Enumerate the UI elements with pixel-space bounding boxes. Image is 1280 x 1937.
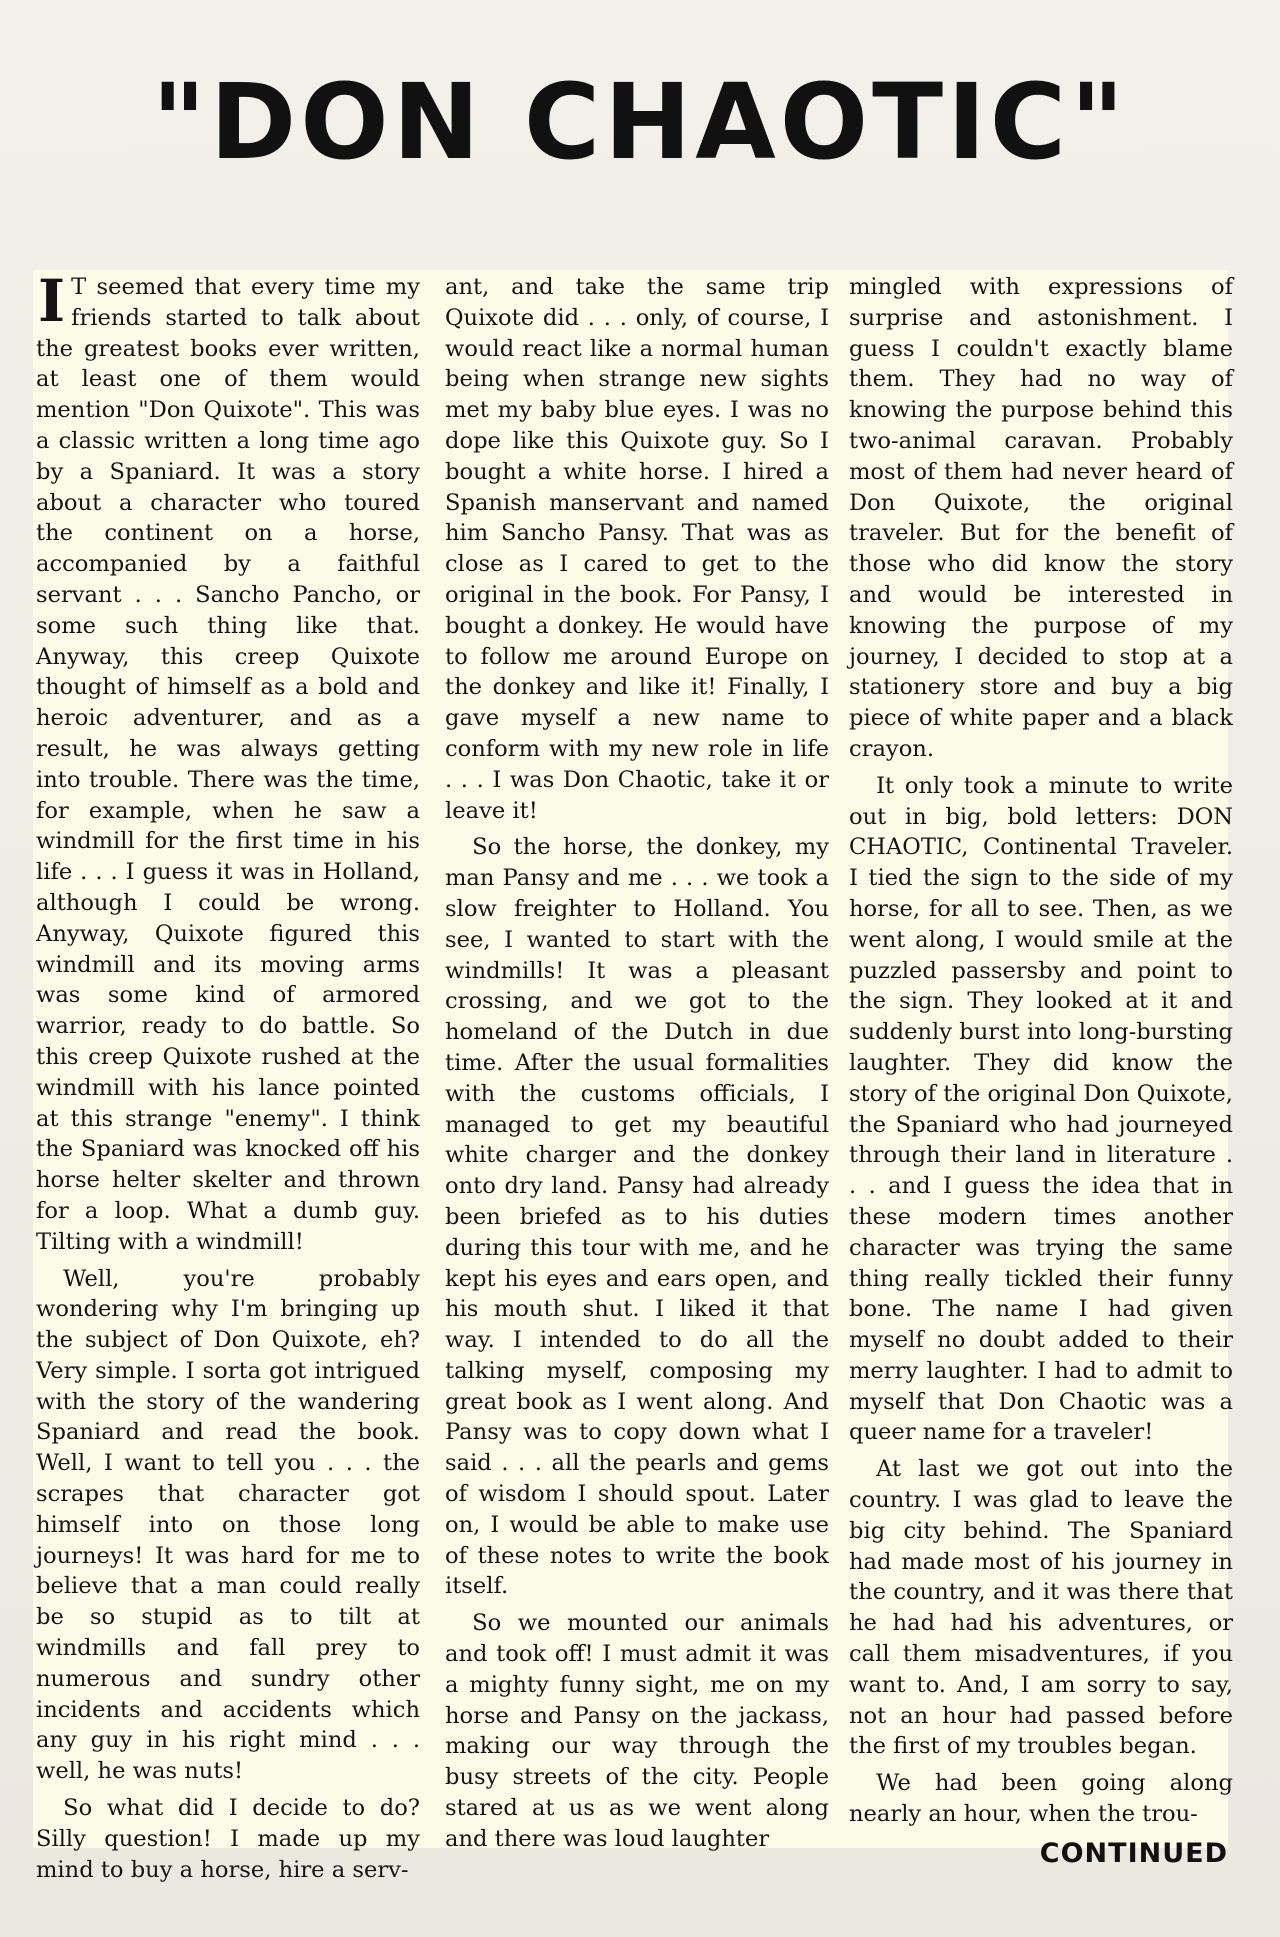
text-column-2 (445, 272, 829, 1861)
paragraph: ant, and take the same trip Quixote did . . . only, of course, I would react like a normal human being when strange new sights met my baby blue eyes. I was no dope like this Quixote guy. So I bought a white horse. I hired a Spanish manservant and named him Sancho Pansy. That was as close as I cared to get to the original in the book. For Pansy, I bought a donkey. He would have to follow me around Europe on the donkey and like it! Finally, I gave myself a new name to conform with my new role in life . . . I was Don Chaotic, take it or leave it! (445, 274, 829, 824)
paragraph: So what did I decide to do? Silly question! I made up my mind to buy a horse, hire a serv- (36, 1795, 420, 1883)
text-column-3 (849, 272, 1233, 1836)
continued-label: CONTINUED (1039, 1838, 1228, 1869)
text-column-1 (36, 267, 420, 1891)
drop-cap: I (38, 267, 66, 335)
paragraph: It only took a minute to write out in big, bold letters: DON CHAOTIC, Continental Traveler. I tied the sign to the side of my horse, for all to see. Then, as we went along, I would smile at the puzzled passersby and point to the sign. They looked at it and suddenly burst into long-bursting laughter. They did know the story of the original Don Quixote, the Spaniard who had journeyed through their land in literature . . . and I guess the idea that in these modern times another character was trying the same thing really tickled their funny bone. The name I had given myself no doubt added to their merry laughter. I had to admit to myself that Don Chaotic was a queer name for a traveler! (849, 772, 1233, 1446)
paragraph: mingled with expressions of surprise and astonishment. I guess I couldn't exactly blame them. They had no way of knowing the purpose behind this two-animal caravan. Probably most of them had never heard of Don Quixote, the original traveler. But for the benefit of those who did know the story and would be interested in knowing the purpose of my journey, I decided to stop at a stationery store and buy a big piece of white paper and a black crayon. (849, 274, 1233, 762)
paragraph (36, 267, 420, 1258)
paragraph-text: T seemed that every time my friends started to talk about the greatest books ever written, at least one of them would mention "Don Quixote". This was a classic written a long time ago by a Spaniard. It was a story about a character who toured the continent on a horse, accompanied by a faithful servant . . . Sancho Pancho, or some such thing like that. Anyway, this creep Quixote thought of himself as a bold and heroic adventurer, and as a result, he was always getting into trouble. There was the time, for example, when he saw a windmill for the first time in his life . . . I guess it was in Holland, although I could be wrong. Anyway, Quixote figured this windmill and its moving arms was some kind of armored warrior, ready to do battle. So this creep Quixote rushed at the windmill with his lance pointed at this strange "enemy". I think the Spaniard was knocked off his horse helter skelter and thrown for a loop. What a dumb guy. Tilting with a windmill! (36, 274, 420, 1255)
paragraph: Well, you're probably wondering why I'm bringing up the subject of Don Quixote, eh? Very simple. I sorta got intrigued with the story of the wandering Spaniard and read the book. Well, I want to tell you . . . the scrapes that character got himself into on those long journeys! It was hard for me to believe that a man could really be so stupid as to tilt at windmills and fall prey to numerous and sundry other incidents and accidents which any guy in his right mind . . . well, he was nuts! (36, 1265, 420, 1785)
story-title: "DON CHAOTIC" (151, 61, 1129, 183)
paragraph: So we mounted our animals and took off! I must admit it was a mighty funny sight, me on my horse and Pansy on the jackass, making our way through the busy streets of the city. People stared at us as we went along and there was loud laughter (445, 1610, 829, 1852)
paragraph: We had been going along nearly an hour, when the trou- (849, 1770, 1233, 1828)
paragraph: So the horse, the donkey, my man Pansy and me . . . we took a slow freighter to Holland. You see, I wanted to start with the windmills! It was a pleasant crossing, and we got to the homeland of the Dutch in due time. After the usual formalities with the customs officials, I managed to get my beautiful white charger and the donkey onto dry land. Pansy had already been briefed as to his duties during this tour with me, and he kept his eyes and ears open, and his mouth shut. I liked it that way. I intended to do all the talking myself, composing my great book as I went along. And Pansy was to copy down what I said . . . all the pearls and gems of wisdom I should spout. Later on, I would be able to make use of these notes to write the book itself. (445, 834, 829, 1600)
paragraph: At last we got out into the country. I was glad to leave the big city behind. The Spaniard had made most of his journey in the country, and it was there that he had had his adventures, or call them misadventures, if you want to. And, I am sorry to say, not an hour had passed before the first of my troubles began. (849, 1456, 1233, 1760)
